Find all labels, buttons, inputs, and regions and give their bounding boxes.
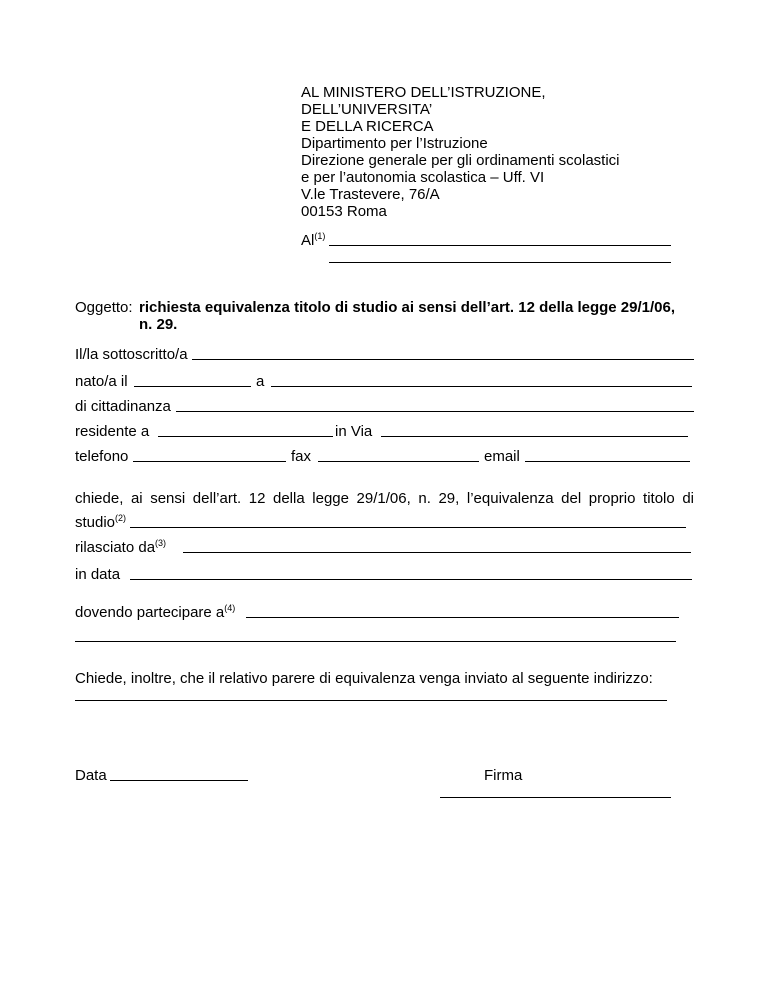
birth-place-field[interactable] [271, 386, 692, 387]
subject-text-line2: n. 29. [139, 316, 178, 333]
issued-by-field[interactable] [183, 552, 691, 553]
phone-label: telefono [75, 448, 129, 465]
subject-text-line1: richiesta equivalenza titolo di studio ai sensi dell’art. 12 della legge 29/1/06, [139, 299, 676, 316]
al-field-line-1[interactable] [329, 245, 671, 246]
purpose-field-line-2[interactable] [75, 641, 676, 642]
recipient-line: DELL’UNIVERSITA’ [301, 101, 433, 118]
request-text: chiede, ai sensi dell’art. 12 della legge 29/1/06, n. 29, l’equivalenza del proprio titolo di [75, 490, 694, 507]
citizenship-field[interactable] [176, 411, 694, 412]
fax-label: fax [291, 448, 312, 465]
recipient-line: E DELLA RICERCA [301, 118, 434, 135]
date-issued-label: in data [75, 566, 121, 583]
born-at-label: a [256, 373, 265, 390]
recipient-line: V.le Trastevere, 76/A [301, 186, 440, 203]
subject-label: Oggetto: [75, 299, 133, 316]
footnote-ref-3: (3) [155, 538, 167, 548]
study-label: studio$^{(2)}$ [75, 513, 127, 531]
al-field-line-2[interactable] [329, 262, 671, 263]
birth-date-field[interactable] [134, 386, 251, 387]
date-issued-field[interactable] [130, 579, 692, 580]
email-field[interactable] [525, 461, 690, 462]
recipient-line: e per l’autonomia scolastica – Uff. VI [301, 169, 545, 186]
footnote-ref-1: (1) [314, 231, 326, 241]
email-label: email [484, 448, 520, 465]
resident-label: residente a [75, 423, 150, 440]
undersigned-field[interactable] [192, 359, 694, 360]
al-label: Al$^{(1)}$ [301, 231, 326, 249]
footnote-ref-4: (4) [224, 603, 236, 613]
delivery-address-field[interactable] [75, 700, 667, 701]
date-label: Data [75, 767, 107, 784]
recipient-line: 00153 Roma [301, 203, 387, 220]
signature-label: Firma [484, 767, 523, 784]
recipient-address [301, 84, 620, 220]
purpose-label: dovendo partecipare $a^{(4)}$ [75, 603, 236, 621]
fax-field[interactable] [318, 461, 479, 462]
address-request-text: Chiede, inoltre, che il relativo parere di equivalenza venga inviato al seguente indirizzo: [75, 670, 653, 687]
phone-field[interactable] [133, 461, 286, 462]
issued-by-label: rilasciato $da^{(3)}$ [75, 538, 167, 556]
purpose-field-line-1[interactable] [246, 617, 679, 618]
undersigned-label: Il/la sottoscritto/a [75, 346, 188, 363]
study-title-field[interactable] [130, 527, 686, 528]
street-label: in Via [335, 423, 373, 440]
born-on-label: nato/a il [75, 373, 128, 390]
signature-field[interactable] [440, 797, 671, 798]
recipient-line: AL MINISTERO DELL’ISTRUZIONE, [301, 84, 546, 101]
citizenship-label: di cittadinanza [75, 398, 171, 415]
recipient-line: Direzione generale per gli ordinamenti scolastici [301, 152, 620, 169]
residence-city-field[interactable] [158, 436, 333, 437]
recipient-line: Dipartimento per l’Istruzione [301, 135, 488, 152]
street-field[interactable] [381, 436, 688, 437]
footnote-ref-2: (2) [115, 513, 127, 523]
date-field[interactable] [110, 780, 248, 781]
